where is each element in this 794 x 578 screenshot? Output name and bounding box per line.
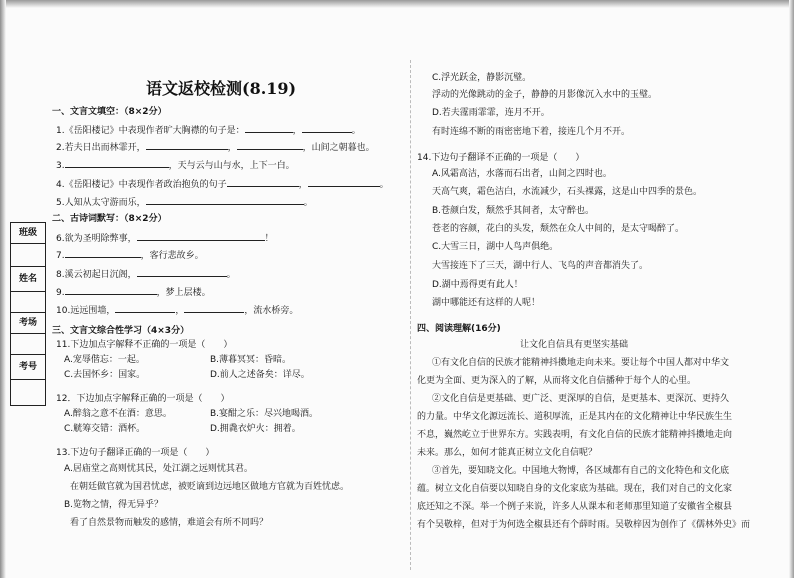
section1-heading: 一、文言文填空：（8×2分） bbox=[52, 107, 167, 117]
q14-option-a-translation: 天高气爽，霜色洁白，水流减少，石头裸露，这是山中四季的景色。 bbox=[432, 187, 703, 197]
q12-option-b[interactable]: B.宴酣之乐：尽兴地喝酒。 bbox=[210, 409, 319, 419]
q2-text: 2.若夫日出而林霏开， bbox=[56, 143, 146, 153]
question-14-stem: 14.下边句子翻译不正确的一项是（ ） bbox=[417, 153, 585, 163]
q6-text: 6.欲为圣明除弊事， bbox=[56, 234, 137, 244]
question-1 bbox=[56, 123, 361, 137]
exam-number-field[interactable] bbox=[11, 380, 45, 404]
q11-option-a[interactable]: A.宠辱偕忘：一起。 bbox=[64, 355, 145, 365]
q1-end: 。 bbox=[351, 126, 361, 136]
question-12-stem: 12．下边加点字解释正确的一项是（ ） bbox=[56, 394, 230, 404]
q2-sep: ， bbox=[227, 143, 237, 153]
scan-edge-left bbox=[0, 0, 6, 578]
q10-blank-1[interactable] bbox=[115, 303, 175, 313]
exam-room-label: 考场 bbox=[11, 313, 45, 334]
q3-text: 3. bbox=[56, 161, 65, 171]
q9-blank-1[interactable] bbox=[65, 285, 157, 295]
question-4 bbox=[56, 177, 389, 191]
section3-heading: 三、文言文综合性学习（4×3分） bbox=[52, 326, 190, 336]
article-p3-line4: 有个吴敬梓，但对于为何选全椒县还有个薛时雨。吴敬梓因为创作了《儒林外史》而 bbox=[417, 520, 751, 530]
q5-end: 。 bbox=[303, 198, 313, 208]
q7-post: ，客行悲故乡。 bbox=[140, 251, 204, 261]
section2-heading: 二、古诗词默写：（8×2分） bbox=[52, 214, 167, 224]
q13-option-b[interactable]: B.览物之情，得无异乎？ bbox=[64, 500, 164, 510]
q12-option-a[interactable]: A.醉翁之意不在酒：意思。 bbox=[64, 409, 172, 419]
q14-option-a[interactable]: A.风霜高洁，水落而石出者，山间之四时也。 bbox=[432, 169, 612, 179]
article-p3-line1: ③首先，要知晓文化。中国地大物博，各区域都有自己的文化特色和文化底 bbox=[432, 466, 730, 476]
q10-text: 10.远远围墙， bbox=[56, 306, 116, 316]
article-title: 让文化自信具有更坚实基础 bbox=[520, 340, 629, 350]
q7-blank-1[interactable] bbox=[65, 248, 141, 258]
q14-option-d[interactable]: D.湖中焉得更有此人！ bbox=[432, 280, 523, 290]
question-5 bbox=[56, 195, 313, 209]
article-p2-line4: 未来。那么，如何才能真正树立文化自信呢？ bbox=[417, 448, 598, 458]
article-p2-line3: 不息，巍然屹立于世界东方。实践表明，有文化自信的民族才能精神抖擞地走向 bbox=[417, 430, 733, 440]
q9-post: ，梦上层楼。 bbox=[156, 288, 211, 298]
q7-text: 7. bbox=[56, 251, 65, 261]
q13-option-c[interactable]: C.浮光跃金，静影沉璧。 bbox=[432, 73, 532, 83]
q4-blank-1[interactable] bbox=[227, 177, 299, 187]
scan-edge-right bbox=[789, 0, 794, 578]
q8-end: 。 bbox=[226, 270, 236, 280]
exam-number-label: 考号 bbox=[11, 355, 45, 380]
q10-blank-2[interactable] bbox=[184, 303, 244, 313]
article-p3-line2: 蕴。树立文化自信要以知晓自身的文化家底为基础。现在，我们对自己的文化家 bbox=[417, 484, 733, 494]
q11-option-d[interactable]: D.前人之述备矣：详尽。 bbox=[210, 370, 310, 380]
column-divider bbox=[410, 60, 411, 570]
question-2 bbox=[56, 140, 375, 154]
class-field[interactable] bbox=[11, 244, 45, 267]
article-p1-line2: 化更为全面、更为深入的了解，从而将文化自信播种于每个人的心里。 bbox=[417, 376, 697, 386]
question-3 bbox=[56, 158, 295, 172]
question-9 bbox=[56, 285, 211, 299]
q3-post: ，天与云与山与水，上下一白。 bbox=[168, 161, 295, 171]
q5-blank-1[interactable] bbox=[146, 195, 304, 205]
class-label: 班级 bbox=[11, 223, 45, 244]
q14-option-b[interactable]: B.苍颜白发，颓然乎其间者，太守醉也。 bbox=[432, 206, 595, 216]
q4-end: 。 bbox=[379, 180, 389, 190]
q4-blank-2[interactable] bbox=[308, 177, 380, 187]
scan-edge-top bbox=[0, 0, 794, 8]
q9-text: 9. bbox=[56, 288, 65, 298]
q1-text: 1.《岳阳楼记》中表现作者旷大胸襟的句子是： bbox=[56, 126, 245, 136]
q3-blank-1[interactable] bbox=[65, 158, 169, 168]
q1-blank-2[interactable] bbox=[302, 123, 352, 133]
q1-sep: ， bbox=[292, 126, 302, 136]
q14-option-c-translation: 大雪接连下了三天，湖中行人、飞鸟的声音都消失了。 bbox=[432, 261, 649, 271]
q2-post: ，山间之朝暮也。 bbox=[302, 143, 375, 153]
q13-option-d-translation: 有时连绵不断的雨密密地下着，接连几个月不开。 bbox=[432, 127, 631, 137]
q4-sep: ， bbox=[298, 180, 308, 190]
exam-room-field[interactable] bbox=[11, 334, 45, 355]
q11-option-c[interactable]: C.去国怀乡：国家。 bbox=[64, 370, 146, 380]
name-label: 姓名 bbox=[11, 267, 45, 292]
q13-option-d[interactable]: D.若夫霪雨霏霏，连月不开。 bbox=[432, 108, 550, 118]
question-7 bbox=[56, 248, 204, 262]
q11-option-b[interactable]: B.薄暮冥冥：昏暗。 bbox=[210, 355, 292, 365]
q1-blank-1[interactable] bbox=[245, 123, 293, 133]
question-8 bbox=[56, 267, 236, 281]
q8-blank-1[interactable] bbox=[137, 267, 227, 277]
question-6 bbox=[56, 231, 274, 245]
q6-blank-1[interactable] bbox=[137, 231, 265, 241]
q5-text: 5.人知从太守游而乐， bbox=[56, 198, 146, 208]
q6-end: ！ bbox=[264, 234, 274, 244]
article-p2-line1: ②文化自信是更基础、更广泛、更深厚的自信，是更基本、更深沉、更持久 bbox=[432, 394, 730, 404]
name-field[interactable] bbox=[11, 292, 45, 313]
q12-option-c[interactable]: C.觥筹交错：酒杯。 bbox=[64, 424, 146, 434]
q8-text: 8.溪云初起日沉阁， bbox=[56, 270, 137, 280]
q13-option-a[interactable]: A.居庙堂之高则忧其民，处江湖之远则忧其君。 bbox=[64, 464, 253, 474]
article-p1-line1: ①有文化自信的民族才能精神抖擞地走向未来。要让每个中国人都对中华文 bbox=[432, 358, 730, 368]
q14-option-b-translation: 苍老的容颜，花白的头发，颓然在众人中间的，是太守喝醉了。 bbox=[432, 224, 685, 234]
question-13-stem: 13.下边句子翻译正确的一项是（ ） bbox=[56, 448, 215, 458]
q10-post: ，流水桥旁。 bbox=[244, 306, 299, 316]
q13-option-c-translation: 浮动的光像跳动的金子，静静的月影像沉入水中的玉璧。 bbox=[432, 90, 658, 100]
q14-option-c[interactable]: C.大雪三日，湖中人鸟声俱绝。 bbox=[432, 242, 559, 252]
question-10 bbox=[56, 303, 298, 317]
student-info-box bbox=[10, 222, 46, 406]
question-11-stem: 11.下边加点字解释不正确的一项是（ ） bbox=[56, 340, 233, 350]
q2-blank-1[interactable] bbox=[146, 140, 228, 150]
q2-blank-2[interactable] bbox=[237, 140, 303, 150]
q13-option-a-translation: 在朝廷做官就为国君忧虑，被贬谪到边远地区做地方官就为百姓忧虑。 bbox=[70, 482, 350, 492]
section4-heading: 四、阅读理解(16分) bbox=[417, 324, 501, 334]
q4-text: 4.《岳阳楼记》中表现作者政治抱负的句子 bbox=[56, 180, 227, 190]
article-p3-line3: 底还知之不深。举一个例子来说，许多人从课本和老师那里知道了安徽省全椒县 bbox=[417, 502, 733, 512]
q10-sep: ， bbox=[175, 306, 185, 316]
exam-title: 语文返校检测(8.19) bbox=[146, 79, 297, 98]
q13-option-b-translation: 看了自然景物而触发的感情，难道会有所不同吗？ bbox=[70, 518, 269, 528]
article-p2-line2: 的力量。中华文化源远流长、道积厚流，正是其内在的文化精神让中华民族生生 bbox=[417, 412, 733, 422]
q12-option-d[interactable]: D.拥毳衣炉火：拥着。 bbox=[210, 424, 301, 434]
q14-option-d-translation: 湖中哪能还有这样的人呢！ bbox=[432, 298, 541, 308]
